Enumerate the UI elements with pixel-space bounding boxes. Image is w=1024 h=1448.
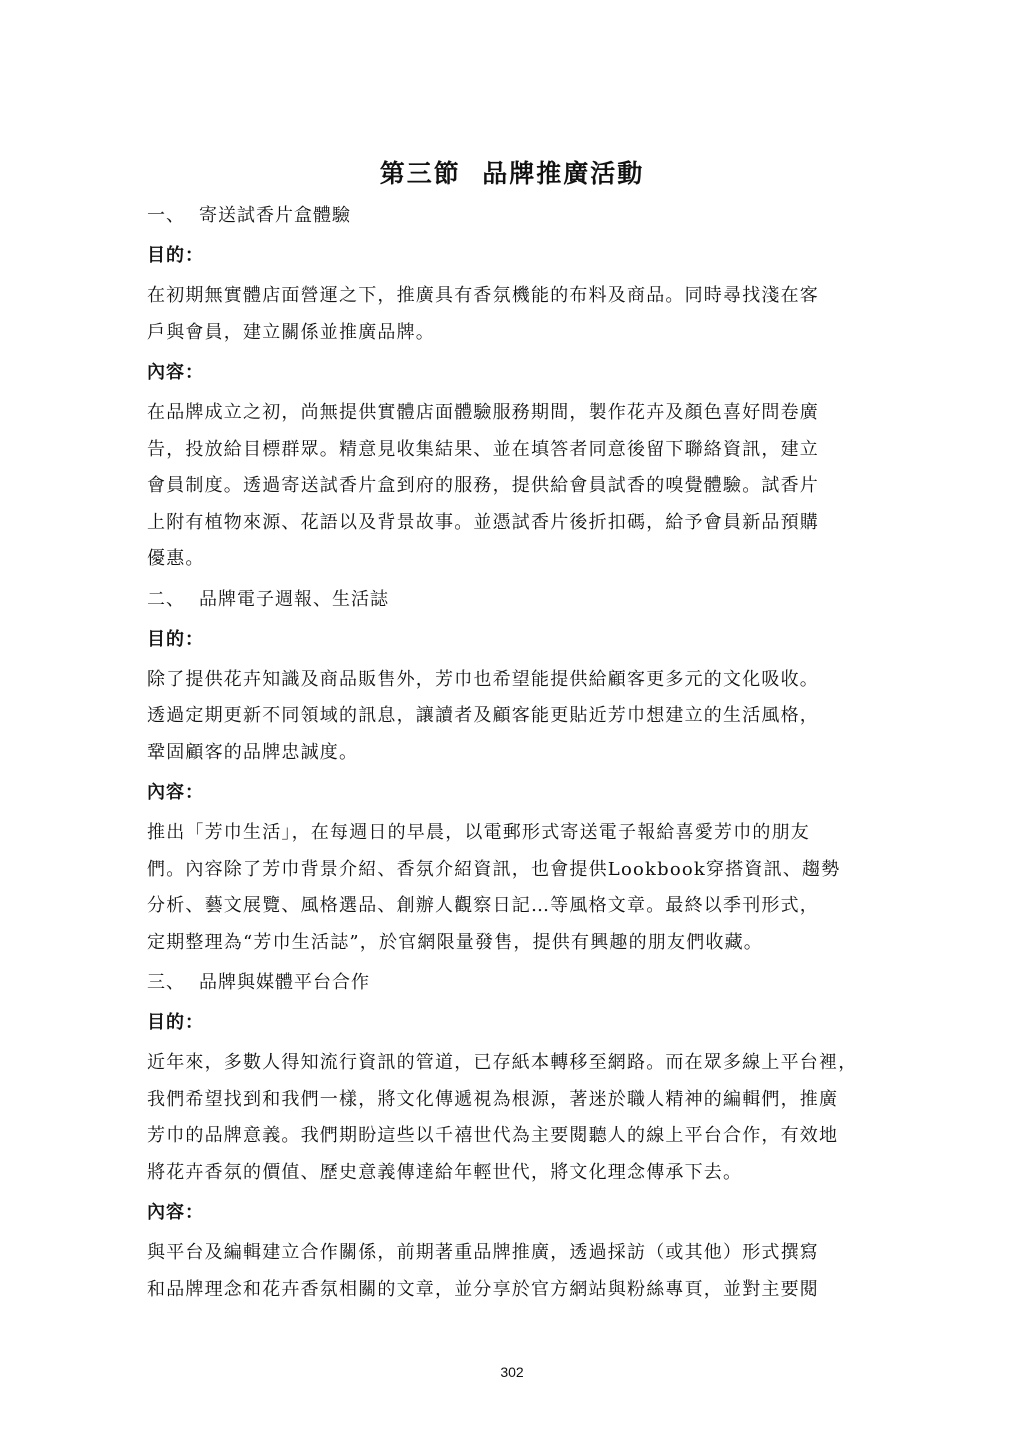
text-line: 芳巾的品牌意義。我們期盼這些以千禧世代為主要閱聽人的線上平台合作，有效地 [147, 1125, 839, 1146]
text-line: 定期整理為“芳巾生活誌”，於官網限量發售，提供有興趣的朋友們收藏。 [147, 931, 764, 953]
content-paragraph [147, 815, 883, 961]
section-heading-text: 品牌與媒體平台合作 [199, 972, 370, 993]
section-number: 三、 [147, 972, 185, 993]
text-line: 分析、藝文展覽、風格選品、創辦人觀察日記…等風格文章。最終以季刊形式， [147, 895, 819, 916]
purpose-paragraph [147, 278, 883, 351]
text-line: 會員制度。透過寄送試香片盒到府的服務，提供給會員試香的嗅覺體驗。試香片 [147, 475, 819, 496]
text-line: 將花卉香氛的價值、歷史意義傳達給年輕世代，將文化理念傳承下去。 [147, 1161, 743, 1183]
purpose-label: 目的： [147, 245, 204, 266]
text-line: 鞏固顧客的品牌忠誠度。 [147, 741, 359, 763]
text-line: 推出「芳巾生活」，在每週日的早晨，以電郵形式寄送電子報給喜愛芳巾的朋友 [147, 822, 810, 843]
purpose-paragraph [147, 662, 883, 772]
content-label: 內容： [147, 782, 204, 803]
text-line: 在初期無實體店面營運之下，推廣具有香氛機能的布料及商品。同時尋找淺在客 [147, 285, 819, 306]
document-body [147, 198, 883, 1312]
section-number: 一、 [147, 205, 185, 226]
text-line: 與平台及編輯建立合作關係，前期著重品牌推廣，透過採訪（或其他）形式撰寫 [147, 1242, 819, 1263]
content-paragraph [147, 1235, 883, 1308]
text-line: 除了提供花卉知識及商品販售外，芳巾也希望能提供給顧客更多元的文化吸收。 [147, 668, 819, 690]
text-line: 優惠。 [147, 548, 205, 569]
text-line: 在品牌成立之初，尚無提供實體店面體驗服務期間，製作花卉及顏色喜好問卷廣 [147, 402, 819, 423]
content-paragraph [147, 395, 883, 578]
text-line: 告，投放給目標群眾。精意見收集結果、並在填答者同意後留下聯絡資訊，建立 [147, 438, 819, 460]
text-line: 戶與會員，建立關係並推廣品牌。 [147, 321, 435, 343]
section-heading-text: 品牌電子週報、生活誌 [199, 588, 389, 610]
text-line: 透過定期更新不同領域的訊息，讓讀者及顧客能更貼近芳巾想建立的生活風格， [147, 705, 819, 726]
page-number: 302 [500, 1364, 524, 1380]
purpose-label: 目的： [147, 628, 204, 650]
text-line: 們。內容除了芳巾背景介紹、香氛介紹資訊，也會提供Lookbook穿搭資訊、趨勢 [147, 858, 841, 880]
section-title: 第三節 品牌推廣活動 [379, 159, 645, 188]
section-heading-3 [147, 965, 883, 1001]
purpose-paragraph [147, 1045, 883, 1191]
text-line: 上附有植物來源、花語以及背景故事。並憑試香片後折扣碼，給予會員新品預購 [147, 511, 819, 533]
content-label: 內容： [147, 1202, 204, 1223]
section-heading-text: 寄送試香片盒體驗 [199, 205, 351, 226]
text-line: 和品牌理念和花卉香氛相關的文章，並分享於官方網站與粉絲專頁，並對主要閱 [147, 1278, 819, 1300]
section-heading-2 [147, 582, 883, 618]
text-line: 我們希望找到和我們一樣，將文化傳遞視為根源，著迷於職人精神的編輯們，推廣 [147, 1088, 839, 1110]
content-label: 內容： [147, 362, 204, 383]
section-number: 二、 [147, 588, 185, 610]
section-heading-1 [147, 198, 883, 234]
purpose-label: 目的： [147, 1012, 204, 1033]
text-line: 近年來，多數人得知流行資訊的管道，已存紙本轉移至網路。而在眾多線上平台裡， [147, 1052, 858, 1073]
